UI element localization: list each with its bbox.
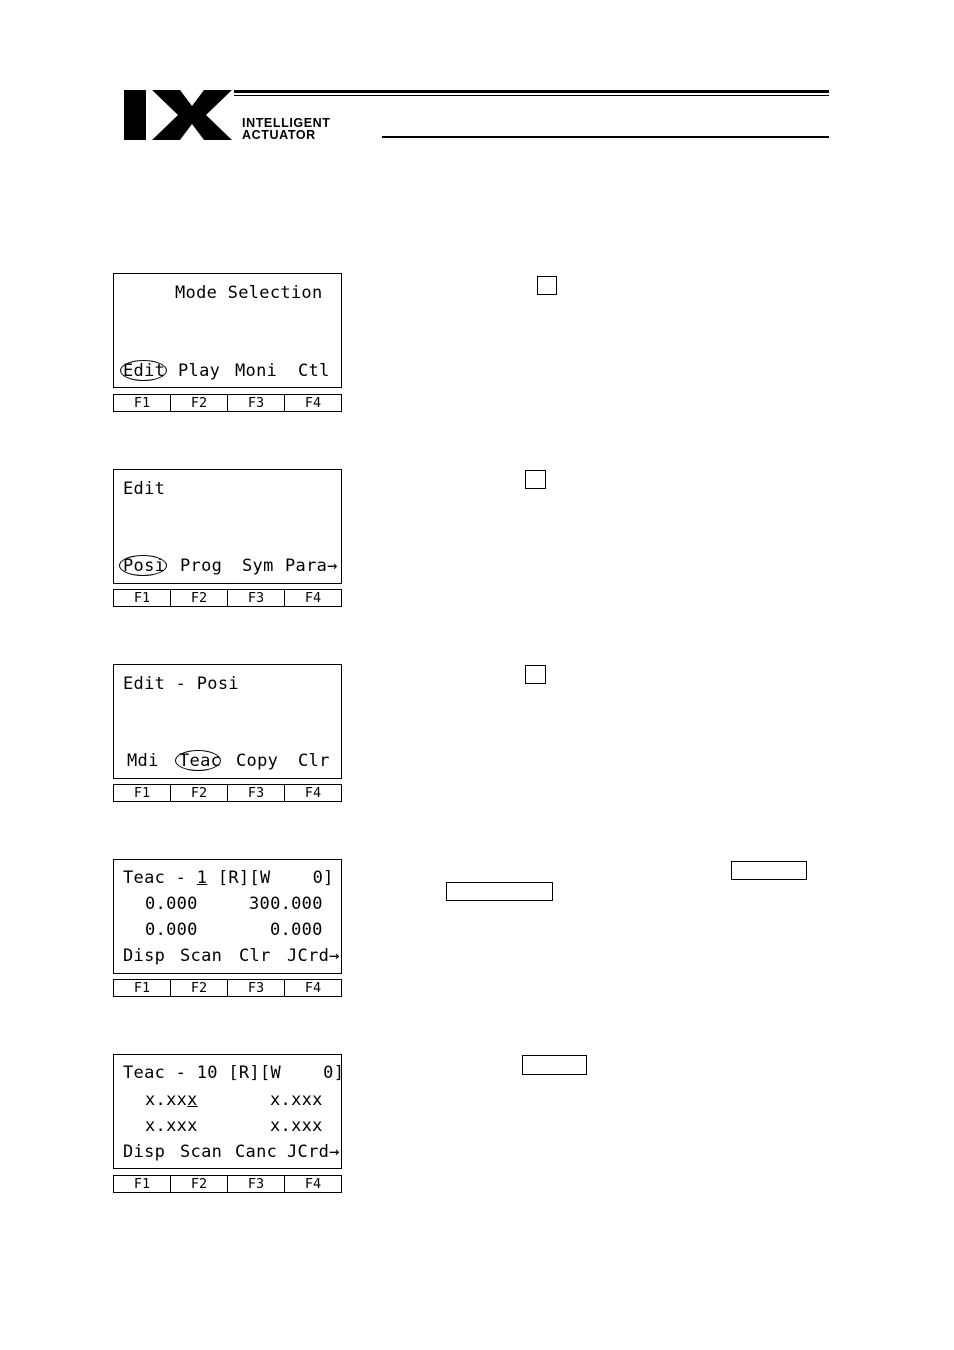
- f4-key[interactable]: F4: [304, 785, 322, 801]
- f2-key[interactable]: F2: [171, 590, 228, 606]
- f3-key[interactable]: F3: [228, 590, 285, 606]
- brand-line-actuator: ACTUATOR: [242, 128, 316, 142]
- menu-item-para[interactable]: Para→: [285, 556, 338, 576]
- f2-key[interactable]: F2: [171, 395, 228, 411]
- f4-key[interactable]: F4: [304, 590, 322, 606]
- brand-line-intelligent: INTELLIGENT: [242, 116, 331, 130]
- axis1-value: [145, 1091, 198, 1109]
- function-key-row: [113, 784, 342, 802]
- key-reference-box: [525, 665, 546, 684]
- function-key-row: [113, 1175, 342, 1193]
- header-rule-thick: [234, 90, 829, 93]
- f2-key[interactable]: F2: [171, 980, 228, 996]
- f1-key[interactable]: F1: [114, 1176, 171, 1192]
- f3-key[interactable]: F3: [228, 395, 285, 411]
- f3-key[interactable]: F3: [228, 980, 285, 996]
- lcd-screen-edit-posi: [113, 664, 342, 779]
- f1-key[interactable]: F1: [114, 785, 171, 801]
- axis3-value: 0.000: [145, 920, 198, 940]
- menu-item-mdi[interactable]: Mdi: [127, 751, 159, 771]
- lcd-title: Teac - 10 [R][W 0]: [123, 1063, 345, 1083]
- function-key-row: [113, 394, 342, 412]
- axis4-value: x.xxx: [270, 1116, 323, 1136]
- key-reference-box: [525, 470, 546, 489]
- axis4-value: 0.000: [270, 920, 323, 940]
- menu-item-edit[interactable]: Edit: [123, 361, 166, 381]
- ix-logo: [122, 88, 234, 142]
- menu-item-scan[interactable]: Scan: [180, 1142, 223, 1162]
- menu-item-moni[interactable]: Moni: [235, 361, 278, 381]
- axis3-value: x.xxx: [145, 1116, 198, 1136]
- f4-key[interactable]: F4: [304, 1176, 322, 1192]
- menu-item-disp[interactable]: Disp: [123, 946, 166, 966]
- axis2-value: x.xxx: [270, 1090, 323, 1110]
- menu-item-sym[interactable]: Sym: [242, 556, 274, 576]
- menu-item-clr[interactable]: Clr: [298, 751, 330, 771]
- lcd-title: Edit - Posi: [123, 674, 239, 694]
- f3-key[interactable]: F3: [228, 785, 285, 801]
- menu-item-copy[interactable]: Copy: [236, 751, 279, 771]
- f4-key[interactable]: F4: [304, 395, 322, 411]
- key-reference-box: [731, 861, 807, 880]
- f2-key[interactable]: F2: [171, 1176, 228, 1192]
- function-key-row: [113, 979, 342, 997]
- lcd-screen-teach-1: [113, 859, 342, 974]
- f4-key[interactable]: F4: [304, 980, 322, 996]
- axis1-value: 0.000: [145, 894, 198, 914]
- lcd-screen-teach-10: [113, 1054, 345, 1169]
- input-cursor[interactable]: x: [187, 1090, 198, 1110]
- f1-key[interactable]: F1: [114, 395, 171, 411]
- f3-key[interactable]: F3: [228, 1176, 285, 1192]
- title-prefix: Teac -: [123, 868, 197, 888]
- lcd-screen-edit: [113, 469, 342, 584]
- menu-item-scan[interactable]: Scan: [180, 946, 223, 966]
- menu-item-posi[interactable]: Posi: [123, 556, 166, 576]
- menu-item-prog[interactable]: Prog: [180, 556, 223, 576]
- f1-key[interactable]: F1: [114, 980, 171, 996]
- menu-item-teac[interactable]: Teac: [179, 751, 222, 771]
- f2-key[interactable]: F2: [171, 785, 228, 801]
- menu-item-canc[interactable]: Canc: [235, 1142, 278, 1162]
- title-suffix: [R][W 0]: [207, 868, 334, 888]
- lcd-title: Mode Selection: [175, 283, 323, 303]
- menu-item-jcrd[interactable]: JCrd→: [287, 946, 340, 966]
- header-rule-thin: [234, 95, 829, 96]
- key-reference-box: [446, 882, 553, 901]
- position-number-cursor[interactable]: 1: [196, 868, 208, 888]
- lcd-title: Edit: [123, 479, 166, 499]
- axis1-value-prefix: x.xx: [145, 1090, 188, 1110]
- lcd-screen-mode-selection: [113, 273, 342, 388]
- f1-key[interactable]: F1: [114, 590, 171, 606]
- lcd-title: [123, 869, 334, 887]
- menu-item-jcrd[interactable]: JCrd→: [287, 1142, 340, 1162]
- menu-item-play[interactable]: Play: [178, 361, 221, 381]
- header-rule-bottom: [382, 136, 829, 138]
- axis2-value: 300.000: [249, 894, 323, 914]
- menu-item-clr[interactable]: Clr: [239, 946, 271, 966]
- menu-item-ctl[interactable]: Ctl: [298, 361, 330, 381]
- key-reference-box: [522, 1055, 587, 1075]
- key-reference-box: [537, 276, 557, 295]
- menu-item-disp[interactable]: Disp: [123, 1142, 166, 1162]
- function-key-row: [113, 589, 342, 607]
